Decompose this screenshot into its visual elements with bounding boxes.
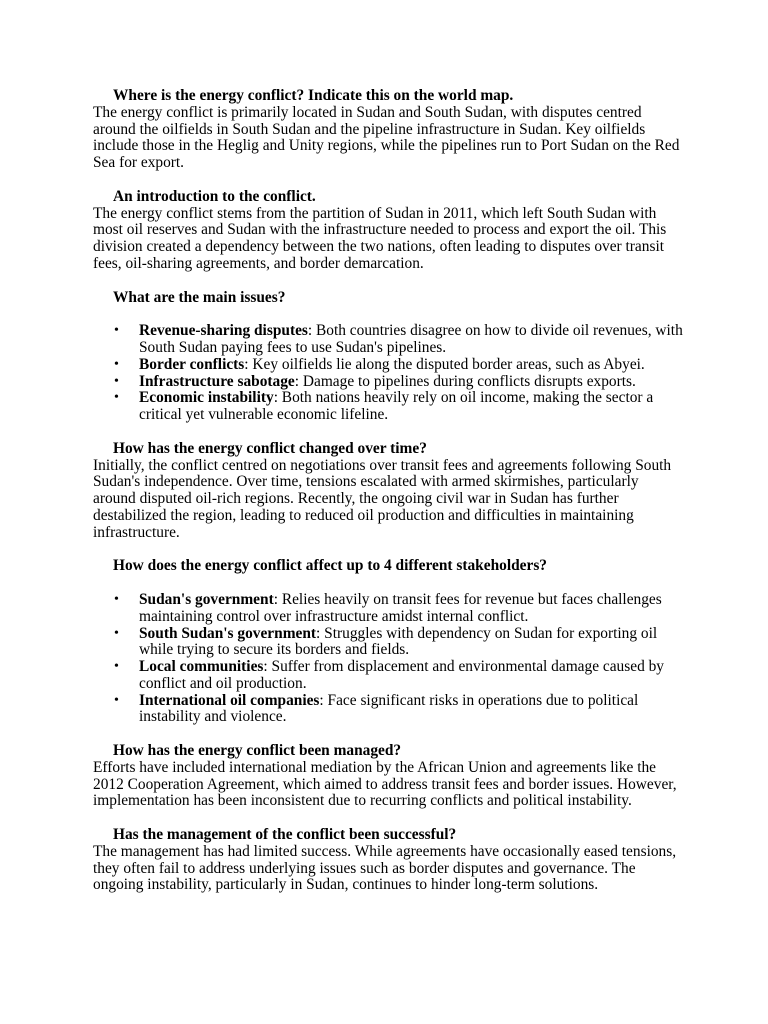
list-item-term: Border conflicts [139, 355, 245, 373]
section-success [93, 827, 683, 894]
section-changes-over-time [93, 441, 683, 542]
list-item-term: South Sudan's government [139, 624, 317, 642]
list-item-text: : Both countries disagree on how to divide oil revenues, with South Sudan paying fees to use Sudan's pipelines. [139, 322, 683, 356]
document-page [93, 88, 683, 911]
bullet-icon: • [114, 373, 119, 389]
list-item-term: Sudan's government [139, 590, 274, 608]
bullet-icon: • [114, 356, 119, 372]
list-item [93, 374, 683, 391]
section-management [93, 743, 683, 810]
list-item [93, 659, 683, 693]
list-item-text: : Struggles with dependency on Sudan for exporting oil while trying to secure its borders and fields. [139, 624, 658, 659]
section-paragraph: The energy conflict is primarily located in Sudan and South Sudan, with disputes centred around the oilfields in South Sudan and the pipeline infrastructure in Sudan. Key oilfields include those in the Heglig and Unity regions, while the pipelines run to Port Sudan on the Red Sea for export. [93, 103, 680, 172]
section-heading: How has the energy conflict been managed? [113, 742, 402, 760]
bullet-icon: • [114, 323, 119, 339]
list-item-term: Infrastructure sabotage [139, 372, 295, 390]
section-main-issues [93, 290, 683, 424]
section-stakeholders [93, 558, 683, 726]
bullet-list [93, 323, 683, 424]
list-item-text: : Face significant risks in operations due to political instability and violence. [139, 691, 639, 726]
list-item-text: : Relies heavily on transit fees for revenue but faces challenges maintaining control over infrastructure amidst internal conflict. [139, 590, 662, 625]
section-location [93, 88, 683, 172]
list-item [93, 693, 683, 727]
list-item-term: Local communities [139, 658, 264, 676]
list-item-text: : Suffer from displacement and environmental damage caused by conflict and oil production. [139, 658, 664, 692]
list-item-text: : Damage to pipelines during conflicts disrupts exports. [294, 372, 636, 390]
section-paragraph: Initially, the conflict centred on negotiations over transit fees and agreements following South Sudan's independence. Over time, tensions escalated with armed skirmishes, particularly around disputed oil-rich regions. Recently, the ongoing civil war in Sudan has further destabilized the region, leading to reduced oil production and difficulties in maintaining infrastructure. [93, 456, 672, 541]
list-item [93, 626, 683, 660]
section-paragraph: Efforts have included international mediation by the African Union and agreements like the 2012 Cooperation Agreement, which aimed to address transit fees and border issues. However, implementation has been inconsistent due to recurring conflicts and political instability. [93, 758, 677, 810]
section-heading: Has the management of the conflict been successful? [113, 826, 457, 844]
section-paragraph: The management has had limited success. While agreements have occasionally eased tensions, they often fail to address underlying issues such as border disputes and governance. The ongoing instability, particularly in Sudan, continues to hinder long-term solutions. [93, 842, 677, 894]
bullet-icon: • [114, 591, 119, 607]
bullet-icon: • [114, 625, 119, 641]
bullet-icon: • [114, 659, 119, 675]
list-item [93, 357, 683, 374]
list-item [93, 592, 683, 626]
list-item-term: Economic instability [139, 389, 274, 407]
list-item-term: Revenue-sharing disputes [139, 322, 308, 340]
section-paragraph: The energy conflict stems from the partition of Sudan in 2011, which left South Sudan with most oil reserves and Sudan with the infrastructure needed to process and export the oil. This division created a dependency between the two nations, often leading to disputes over transit fees, oil-sharing agreements, and border demarcation. [93, 204, 667, 272]
list-item [93, 323, 683, 357]
bullet-icon: • [114, 390, 119, 406]
section-heading: What are the main issues? [113, 288, 286, 306]
list-item-text: : Key oilfields lie along the disputed border areas, such as Abyei. [244, 355, 645, 373]
section-introduction [93, 189, 683, 273]
section-heading: How has the energy conflict changed over time? [113, 439, 427, 457]
bullet-icon: • [114, 692, 119, 708]
section-heading: How does the energy conflict affect up to 4 different stakeholders? [113, 557, 548, 575]
list-item-term: International oil companies [139, 691, 320, 709]
list-item [93, 390, 683, 424]
list-item-text: : Both nations heavily rely on oil income, making the sector a critical yet vulnerable economic lifeline. [139, 389, 654, 424]
section-heading: An introduction to the conflict. [113, 187, 316, 205]
section-heading: Where is the energy conflict? Indicate this on the world map. [113, 87, 514, 104]
bullet-list [93, 592, 683, 726]
